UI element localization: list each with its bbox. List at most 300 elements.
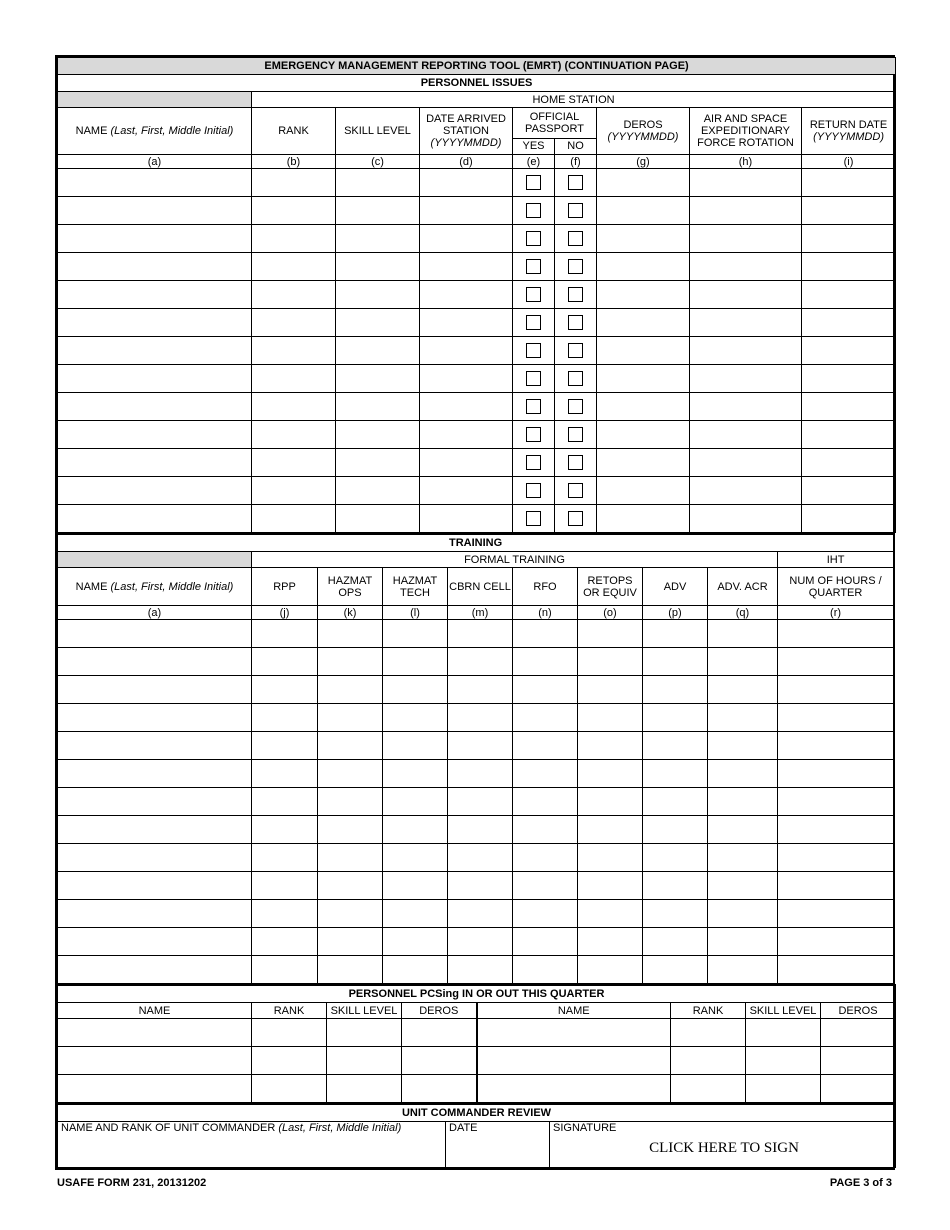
entry-cell[interactable] <box>778 648 894 676</box>
entry-cell[interactable] <box>778 844 894 872</box>
entry-cell[interactable] <box>708 816 778 844</box>
entry-cell[interactable] <box>643 648 708 676</box>
entry-cell[interactable] <box>318 816 383 844</box>
entry-cell[interactable] <box>383 788 448 816</box>
passport-yes-checkbox[interactable] <box>526 259 541 274</box>
entry-cell[interactable] <box>690 337 802 365</box>
entry-cell[interactable] <box>383 872 448 900</box>
passport-no-checkbox[interactable] <box>568 231 583 246</box>
entry-cell[interactable] <box>802 197 896 225</box>
entry-cell[interactable] <box>58 900 252 928</box>
entry-cell[interactable] <box>578 900 643 928</box>
entry-cell[interactable] <box>327 1047 402 1075</box>
passport-yes-cell[interactable] <box>513 365 555 393</box>
passport-no-checkbox[interactable] <box>568 371 583 386</box>
entry-cell[interactable] <box>778 956 894 984</box>
entry-cell[interactable] <box>420 169 513 197</box>
entry-cell[interactable] <box>597 253 690 281</box>
entry-cell[interactable] <box>597 421 690 449</box>
passport-yes-checkbox[interactable] <box>526 427 541 442</box>
entry-cell[interactable] <box>252 1047 327 1075</box>
entry-cell[interactable] <box>802 477 896 505</box>
passport-yes-checkbox[interactable] <box>526 231 541 246</box>
entry-cell[interactable] <box>252 872 318 900</box>
entry-cell[interactable] <box>578 648 643 676</box>
entry-cell[interactable] <box>252 449 336 477</box>
entry-cell[interactable] <box>778 620 894 648</box>
entry-cell[interactable] <box>58 928 252 956</box>
entry-cell[interactable] <box>336 225 420 253</box>
entry-cell[interactable] <box>778 872 894 900</box>
entry-cell[interactable] <box>336 169 420 197</box>
entry-cell[interactable] <box>778 760 894 788</box>
entry-cell[interactable] <box>597 309 690 337</box>
entry-cell[interactable] <box>690 365 802 393</box>
entry-cell[interactable] <box>58 760 252 788</box>
entry-cell[interactable] <box>252 816 318 844</box>
entry-cell[interactable] <box>643 956 708 984</box>
entry-cell[interactable] <box>746 1075 821 1103</box>
entry-cell[interactable] <box>477 1019 671 1047</box>
entry-cell[interactable] <box>643 928 708 956</box>
entry-cell[interactable] <box>58 365 252 393</box>
entry-cell[interactable] <box>58 732 252 760</box>
entry-cell[interactable] <box>690 169 802 197</box>
passport-yes-checkbox[interactable] <box>526 455 541 470</box>
entry-cell[interactable] <box>578 956 643 984</box>
entry-cell[interactable] <box>802 337 896 365</box>
entry-cell[interactable] <box>448 928 513 956</box>
passport-yes-cell[interactable] <box>513 197 555 225</box>
entry-cell[interactable] <box>578 704 643 732</box>
entry-cell[interactable] <box>778 788 894 816</box>
entry-cell[interactable] <box>327 1019 402 1047</box>
entry-cell[interactable] <box>578 760 643 788</box>
entry-cell[interactable] <box>58 337 252 365</box>
entry-cell[interactable] <box>578 788 643 816</box>
entry-cell[interactable] <box>252 253 336 281</box>
entry-cell[interactable] <box>513 732 578 760</box>
passport-no-checkbox[interactable] <box>568 483 583 498</box>
entry-cell[interactable] <box>420 281 513 309</box>
entry-cell[interactable] <box>252 704 318 732</box>
passport-yes-cell[interactable] <box>513 393 555 421</box>
passport-yes-cell[interactable] <box>513 421 555 449</box>
entry-cell[interactable] <box>336 505 420 533</box>
entry-cell[interactable] <box>578 676 643 704</box>
entry-cell[interactable] <box>336 365 420 393</box>
passport-no-cell[interactable] <box>555 253 597 281</box>
entry-cell[interactable] <box>448 788 513 816</box>
entry-cell[interactable] <box>318 788 383 816</box>
entry-cell[interactable] <box>318 872 383 900</box>
passport-no-cell[interactable] <box>555 337 597 365</box>
passport-yes-cell[interactable] <box>513 449 555 477</box>
entry-cell[interactable] <box>448 872 513 900</box>
signature-field[interactable] <box>550 1122 896 1168</box>
entry-cell[interactable] <box>336 309 420 337</box>
entry-cell[interactable] <box>420 449 513 477</box>
entry-cell[interactable] <box>252 421 336 449</box>
passport-no-checkbox[interactable] <box>568 175 583 190</box>
entry-cell[interactable] <box>318 956 383 984</box>
entry-cell[interactable] <box>802 225 896 253</box>
entry-cell[interactable] <box>252 900 318 928</box>
entry-cell[interactable] <box>778 928 894 956</box>
entry-cell[interactable] <box>383 900 448 928</box>
entry-cell[interactable] <box>383 816 448 844</box>
entry-cell[interactable] <box>252 393 336 421</box>
entry-cell[interactable] <box>690 197 802 225</box>
passport-no-cell[interactable] <box>555 365 597 393</box>
entry-cell[interactable] <box>513 676 578 704</box>
entry-cell[interactable] <box>58 620 252 648</box>
passport-no-checkbox[interactable] <box>568 203 583 218</box>
entry-cell[interactable] <box>597 365 690 393</box>
entry-cell[interactable] <box>58 788 252 816</box>
entry-cell[interactable] <box>671 1019 746 1047</box>
entry-cell[interactable] <box>58 816 252 844</box>
entry-cell[interactable] <box>448 956 513 984</box>
entry-cell[interactable] <box>778 676 894 704</box>
entry-cell[interactable] <box>597 449 690 477</box>
entry-cell[interactable] <box>318 844 383 872</box>
entry-cell[interactable] <box>383 704 448 732</box>
entry-cell[interactable] <box>252 760 318 788</box>
entry-cell[interactable] <box>58 1075 252 1103</box>
entry-cell[interactable] <box>58 477 252 505</box>
entry-cell[interactable] <box>513 620 578 648</box>
passport-yes-checkbox[interactable] <box>526 203 541 218</box>
entry-cell[interactable] <box>318 676 383 704</box>
entry-cell[interactable] <box>252 928 318 956</box>
entry-cell[interactable] <box>643 788 708 816</box>
passport-no-cell[interactable] <box>555 421 597 449</box>
entry-cell[interactable] <box>513 872 578 900</box>
entry-cell[interactable] <box>420 197 513 225</box>
entry-cell[interactable] <box>318 760 383 788</box>
entry-cell[interactable] <box>708 956 778 984</box>
entry-cell[interactable] <box>708 760 778 788</box>
entry-cell[interactable] <box>778 704 894 732</box>
entry-cell[interactable] <box>420 393 513 421</box>
entry-cell[interactable] <box>778 900 894 928</box>
entry-cell[interactable] <box>643 704 708 732</box>
entry-cell[interactable] <box>252 281 336 309</box>
entry-cell[interactable] <box>708 788 778 816</box>
entry-cell[interactable] <box>383 732 448 760</box>
passport-yes-cell[interactable] <box>513 505 555 533</box>
entry-cell[interactable] <box>252 620 318 648</box>
entry-cell[interactable] <box>671 1075 746 1103</box>
passport-no-checkbox[interactable] <box>568 287 583 302</box>
passport-yes-cell[interactable] <box>513 253 555 281</box>
entry-cell[interactable] <box>448 620 513 648</box>
entry-cell[interactable] <box>336 281 420 309</box>
entry-cell[interactable] <box>513 788 578 816</box>
entry-cell[interactable] <box>802 169 896 197</box>
entry-cell[interactable] <box>336 197 420 225</box>
passport-no-checkbox[interactable] <box>568 455 583 470</box>
passport-no-cell[interactable] <box>555 393 597 421</box>
entry-cell[interactable] <box>643 760 708 788</box>
click-to-sign-button[interactable]: CLICK HERE TO SIGN <box>649 1140 799 1156</box>
entry-cell[interactable] <box>252 648 318 676</box>
entry-cell[interactable] <box>821 1019 896 1047</box>
entry-cell[interactable] <box>746 1019 821 1047</box>
entry-cell[interactable] <box>690 225 802 253</box>
passport-yes-cell[interactable] <box>513 477 555 505</box>
entry-cell[interactable] <box>58 956 252 984</box>
entry-cell[interactable] <box>336 337 420 365</box>
entry-cell[interactable] <box>708 844 778 872</box>
entry-cell[interactable] <box>708 732 778 760</box>
entry-cell[interactable] <box>690 253 802 281</box>
entry-cell[interactable] <box>643 620 708 648</box>
entry-cell[interactable] <box>690 393 802 421</box>
entry-cell[interactable] <box>690 449 802 477</box>
entry-cell[interactable] <box>597 505 690 533</box>
entry-cell[interactable] <box>402 1019 477 1047</box>
entry-cell[interactable] <box>58 1047 252 1075</box>
entry-cell[interactable] <box>252 337 336 365</box>
entry-cell[interactable] <box>420 505 513 533</box>
review-date-field[interactable] <box>446 1122 550 1168</box>
entry-cell[interactable] <box>513 816 578 844</box>
entry-cell[interactable] <box>802 505 896 533</box>
entry-cell[interactable] <box>578 928 643 956</box>
entry-cell[interactable] <box>513 900 578 928</box>
entry-cell[interactable] <box>383 620 448 648</box>
entry-cell[interactable] <box>318 900 383 928</box>
entry-cell[interactable] <box>252 956 318 984</box>
entry-cell[interactable] <box>597 337 690 365</box>
entry-cell[interactable] <box>420 337 513 365</box>
entry-cell[interactable] <box>58 169 252 197</box>
entry-cell[interactable] <box>802 449 896 477</box>
entry-cell[interactable] <box>778 816 894 844</box>
entry-cell[interactable] <box>778 732 894 760</box>
entry-cell[interactable] <box>708 872 778 900</box>
entry-cell[interactable] <box>448 900 513 928</box>
entry-cell[interactable] <box>597 169 690 197</box>
entry-cell[interactable] <box>802 281 896 309</box>
entry-cell[interactable] <box>513 956 578 984</box>
entry-cell[interactable] <box>448 704 513 732</box>
entry-cell[interactable] <box>58 309 252 337</box>
passport-yes-checkbox[interactable] <box>526 483 541 498</box>
entry-cell[interactable] <box>383 648 448 676</box>
entry-cell[interactable] <box>252 309 336 337</box>
entry-cell[interactable] <box>252 169 336 197</box>
entry-cell[interactable] <box>252 225 336 253</box>
entry-cell[interactable] <box>690 477 802 505</box>
entry-cell[interactable] <box>252 732 318 760</box>
entry-cell[interactable] <box>448 732 513 760</box>
entry-cell[interactable] <box>708 900 778 928</box>
entry-cell[interactable] <box>513 928 578 956</box>
passport-no-cell[interactable] <box>555 169 597 197</box>
passport-yes-checkbox[interactable] <box>526 371 541 386</box>
passport-yes-checkbox[interactable] <box>526 343 541 358</box>
entry-cell[interactable] <box>597 197 690 225</box>
entry-cell[interactable] <box>58 505 252 533</box>
entry-cell[interactable] <box>802 309 896 337</box>
commander-name-field[interactable] <box>58 1122 446 1168</box>
entry-cell[interactable] <box>513 760 578 788</box>
entry-cell[interactable] <box>597 225 690 253</box>
entry-cell[interactable] <box>318 648 383 676</box>
passport-no-checkbox[interactable] <box>568 511 583 526</box>
entry-cell[interactable] <box>58 676 252 704</box>
entry-cell[interactable] <box>252 1019 327 1047</box>
entry-cell[interactable] <box>578 732 643 760</box>
entry-cell[interactable] <box>58 872 252 900</box>
entry-cell[interactable] <box>513 704 578 732</box>
entry-cell[interactable] <box>58 281 252 309</box>
entry-cell[interactable] <box>420 253 513 281</box>
entry-cell[interactable] <box>252 676 318 704</box>
entry-cell[interactable] <box>252 844 318 872</box>
passport-yes-checkbox[interactable] <box>526 287 541 302</box>
entry-cell[interactable] <box>58 253 252 281</box>
entry-cell[interactable] <box>252 505 336 533</box>
entry-cell[interactable] <box>643 732 708 760</box>
entry-cell[interactable] <box>252 788 318 816</box>
entry-cell[interactable] <box>383 928 448 956</box>
passport-no-cell[interactable] <box>555 225 597 253</box>
entry-cell[interactable] <box>643 844 708 872</box>
entry-cell[interactable] <box>327 1075 402 1103</box>
entry-cell[interactable] <box>252 477 336 505</box>
entry-cell[interactable] <box>821 1047 896 1075</box>
entry-cell[interactable] <box>336 393 420 421</box>
entry-cell[interactable] <box>643 676 708 704</box>
entry-cell[interactable] <box>448 648 513 676</box>
passport-no-checkbox[interactable] <box>568 427 583 442</box>
entry-cell[interactable] <box>336 253 420 281</box>
entry-cell[interactable] <box>58 844 252 872</box>
entry-cell[interactable] <box>477 1075 671 1103</box>
entry-cell[interactable] <box>420 309 513 337</box>
entry-cell[interactable] <box>58 648 252 676</box>
entry-cell[interactable] <box>578 872 643 900</box>
entry-cell[interactable] <box>448 816 513 844</box>
entry-cell[interactable] <box>746 1047 821 1075</box>
entry-cell[interactable] <box>58 393 252 421</box>
entry-cell[interactable] <box>420 365 513 393</box>
entry-cell[interactable] <box>448 676 513 704</box>
entry-cell[interactable] <box>690 309 802 337</box>
entry-cell[interactable] <box>318 928 383 956</box>
entry-cell[interactable] <box>402 1075 477 1103</box>
entry-cell[interactable] <box>448 760 513 788</box>
entry-cell[interactable] <box>708 928 778 956</box>
entry-cell[interactable] <box>578 620 643 648</box>
entry-cell[interactable] <box>477 1047 671 1075</box>
entry-cell[interactable] <box>802 421 896 449</box>
entry-cell[interactable] <box>383 844 448 872</box>
entry-cell[interactable] <box>690 281 802 309</box>
entry-cell[interactable] <box>58 1019 252 1047</box>
passport-yes-checkbox[interactable] <box>526 399 541 414</box>
entry-cell[interactable] <box>318 704 383 732</box>
passport-yes-checkbox[interactable] <box>526 175 541 190</box>
entry-cell[interactable] <box>802 365 896 393</box>
entry-cell[interactable] <box>58 421 252 449</box>
entry-cell[interactable] <box>708 648 778 676</box>
entry-cell[interactable] <box>643 872 708 900</box>
entry-cell[interactable] <box>383 676 448 704</box>
entry-cell[interactable] <box>252 365 336 393</box>
entry-cell[interactable] <box>336 449 420 477</box>
entry-cell[interactable] <box>690 505 802 533</box>
entry-cell[interactable] <box>252 1075 327 1103</box>
entry-cell[interactable] <box>252 197 336 225</box>
entry-cell[interactable] <box>802 253 896 281</box>
passport-no-cell[interactable] <box>555 309 597 337</box>
entry-cell[interactable] <box>336 421 420 449</box>
entry-cell[interactable] <box>58 225 252 253</box>
entry-cell[interactable] <box>58 197 252 225</box>
entry-cell[interactable] <box>708 704 778 732</box>
passport-yes-checkbox[interactable] <box>526 511 541 526</box>
entry-cell[interactable] <box>578 816 643 844</box>
passport-no-cell[interactable] <box>555 281 597 309</box>
entry-cell[interactable] <box>671 1047 746 1075</box>
entry-cell[interactable] <box>597 281 690 309</box>
entry-cell[interactable] <box>690 421 802 449</box>
entry-cell[interactable] <box>597 477 690 505</box>
passport-no-cell[interactable] <box>555 505 597 533</box>
passport-no-cell[interactable] <box>555 197 597 225</box>
passport-no-checkbox[interactable] <box>568 315 583 330</box>
entry-cell[interactable] <box>448 844 513 872</box>
entry-cell[interactable] <box>643 816 708 844</box>
passport-yes-cell[interactable] <box>513 225 555 253</box>
entry-cell[interactable] <box>643 900 708 928</box>
entry-cell[interactable] <box>402 1047 477 1075</box>
entry-cell[interactable] <box>58 704 252 732</box>
passport-yes-checkbox[interactable] <box>526 315 541 330</box>
entry-cell[interactable] <box>708 620 778 648</box>
passport-no-cell[interactable] <box>555 477 597 505</box>
entry-cell[interactable] <box>821 1075 896 1103</box>
entry-cell[interactable] <box>318 620 383 648</box>
entry-cell[interactable] <box>597 393 690 421</box>
entry-cell[interactable] <box>420 225 513 253</box>
passport-no-cell[interactable] <box>555 449 597 477</box>
entry-cell[interactable] <box>318 732 383 760</box>
entry-cell[interactable] <box>708 676 778 704</box>
passport-no-checkbox[interactable] <box>568 343 583 358</box>
entry-cell[interactable] <box>383 760 448 788</box>
passport-yes-cell[interactable] <box>513 337 555 365</box>
entry-cell[interactable] <box>513 648 578 676</box>
passport-no-checkbox[interactable] <box>568 259 583 274</box>
entry-cell[interactable] <box>578 844 643 872</box>
entry-cell[interactable] <box>420 421 513 449</box>
entry-cell[interactable] <box>336 477 420 505</box>
passport-yes-cell[interactable] <box>513 309 555 337</box>
entry-cell[interactable] <box>513 844 578 872</box>
entry-cell[interactable] <box>383 956 448 984</box>
entry-cell[interactable] <box>58 449 252 477</box>
passport-no-checkbox[interactable] <box>568 399 583 414</box>
entry-cell[interactable] <box>802 393 896 421</box>
passport-yes-cell[interactable] <box>513 281 555 309</box>
entry-cell[interactable] <box>420 477 513 505</box>
